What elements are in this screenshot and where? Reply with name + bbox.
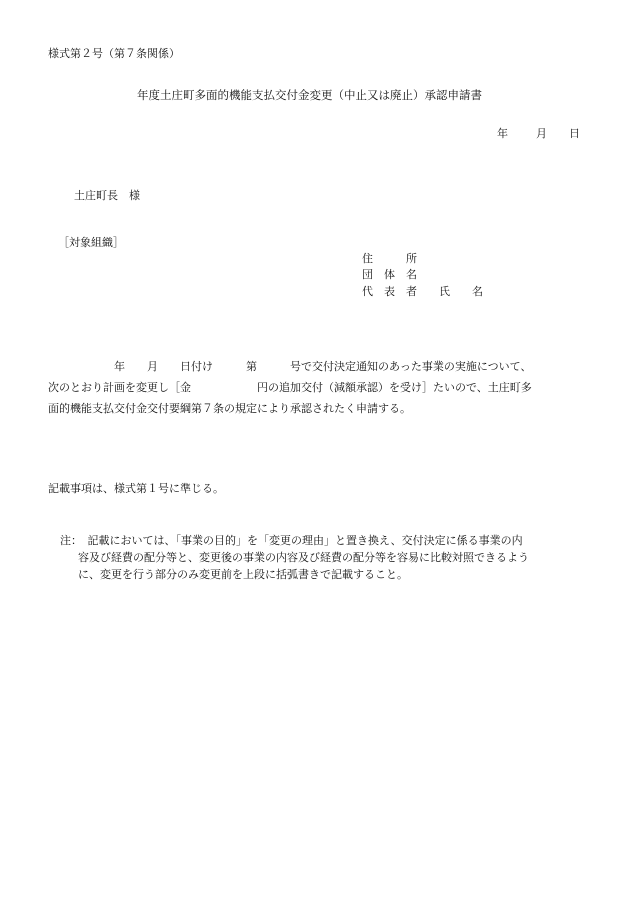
form-number: 様式第２号（第７条関係） — [48, 47, 180, 60]
applicant-address-label: 住 所 — [362, 252, 417, 265]
date-year: 年 — [497, 127, 508, 140]
applicant-rep-label: 代 表 者 氏 名 — [362, 285, 483, 298]
footnote — [60, 532, 590, 583]
footnote-line-3: に、変更を行う部分のみ変更前を上段に括弧書きで記載すること。 — [78, 568, 408, 581]
body-line-2: 次のとおり計画を変更し［金 円の追加交付（減額承認）を受け］たいので、土庄町多 — [48, 381, 532, 394]
applicant-group-label: 団 体 名 — [362, 268, 417, 281]
footnote-line-1: 注： 記載においては、「事業の目的」を「変更の理由」と置き換え、交付決定に係る事業の内 — [60, 534, 523, 547]
body-line-1: 年 月 日付け 第 号で交付決定通知のあった事業の実施について、 — [48, 360, 532, 373]
document-title: 年度土庄町多面的機能支払交付金変更（中止又は廃止）承認申請書 — [137, 88, 482, 102]
body-line-3: 面的機能支払交付金交付要綱第７条の規定により承認されたく申請する。 — [48, 402, 411, 415]
target-org-label: ［対象組織］ — [58, 236, 124, 249]
body-paragraph — [48, 356, 588, 419]
entry-note: 記載事項は、様式第１号に準じる。 — [48, 482, 224, 495]
footnote-line-2: 容及び経費の配分等と、変更後の事業の内容及び経費の配分等を容易に比較対照できるよう — [78, 551, 529, 564]
date-day: 日 — [569, 127, 580, 140]
date-line — [497, 126, 580, 141]
addressee: 土庄町長 様 — [74, 189, 140, 202]
date-month: 月 — [536, 127, 547, 140]
